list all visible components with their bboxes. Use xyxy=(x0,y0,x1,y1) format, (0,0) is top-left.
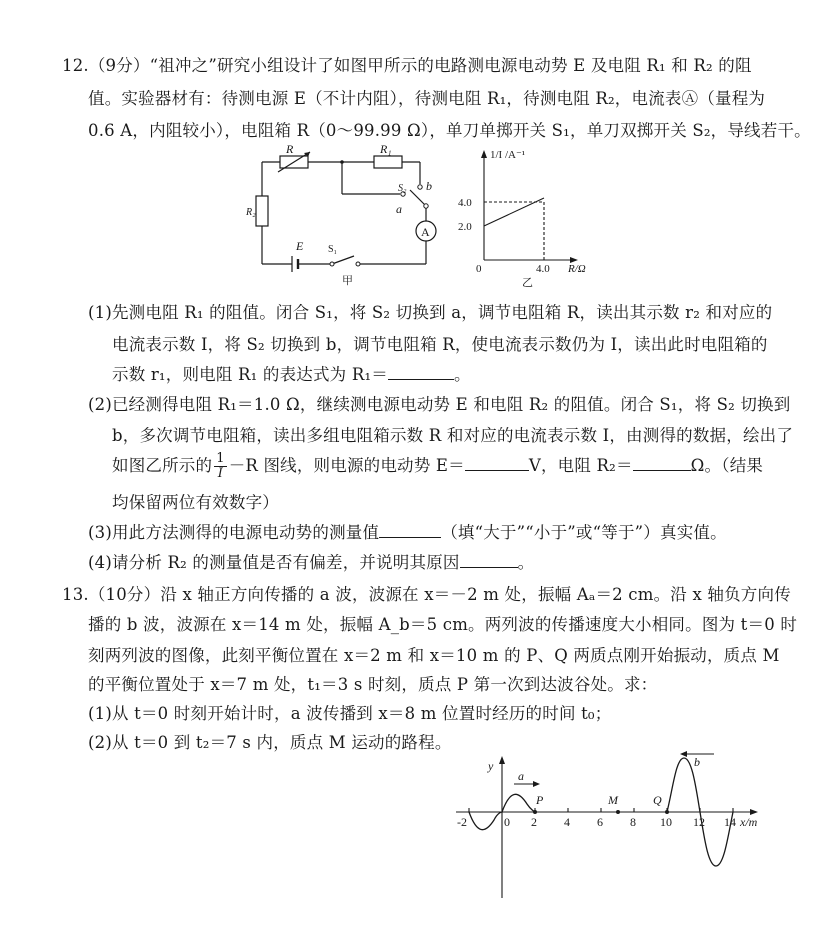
point-P xyxy=(533,810,537,814)
q13-line-2: 播的 b 波，波源在 x＝14 m 处，振幅 A_b＝5 cm。两列波的传播速度大小相同。图为 t＝0 时 xyxy=(88,615,798,634)
q12-p3-line xyxy=(88,521,727,545)
xtick-neg2: -2 xyxy=(457,815,467,829)
graph-xlabel: R/Ω xyxy=(568,263,586,275)
p2-text-unit-ohm: Ω。（结果 xyxy=(690,456,764,475)
p4-text-post: 。 xyxy=(517,553,535,572)
q13-line-1: 13.（10分）沿 x 轴正方向传播的 a 波，波源在 x＝－2 m 处，振幅 Aₐ＝2 cm。沿 x 轴负方向传 xyxy=(62,585,791,604)
xtick-0: 0 xyxy=(504,815,510,829)
wave-label-M: M xyxy=(608,793,618,807)
xtick-12: 12 xyxy=(693,815,705,829)
p3-text-pre: (3)用此方法测得的电源电动势的测量值 xyxy=(88,523,380,542)
q12-p2-line-4: 均保留两位有效数字） xyxy=(112,493,279,512)
point-Q xyxy=(665,810,669,814)
q12-p2-line-2: b，多次调节电阻箱，读出多组电阻箱示数 R 和对应的电流表示数 I，由测得的数据，绘出了 xyxy=(112,426,794,445)
q13-line-5: (1)从 t＝0 时刻开始计时，a 波传播到 x＝8 m 位置时经历的时间 t₀； xyxy=(88,704,612,723)
answer-blank-emf[interactable] xyxy=(465,456,529,471)
p4-text-pre: (4)请分析 R₂ 的测量值是否有偏差，并说明其原因 xyxy=(88,553,460,572)
xtick-10: 10 xyxy=(660,815,672,829)
xtick-6: 6 xyxy=(597,815,603,829)
answer-blank-r2[interactable] xyxy=(633,456,691,471)
answer-blank-r1[interactable] xyxy=(388,365,454,380)
wave-ylabel: y xyxy=(488,759,494,773)
label-S2: S₂ xyxy=(398,183,407,194)
answer-blank-reason[interactable] xyxy=(460,553,518,568)
q13-line-6: (2)从 t＝0 到 t₂＝7 s 内，质点 M 运动的路程。 xyxy=(88,733,452,752)
q12-line-3: 0.6 A，内阻较小），电阻箱 R（0～99.99 Ω），单刀单掷开关 S₁，单刀双掷开关 S₂，导线若干。 xyxy=(88,121,811,140)
label-E: E xyxy=(296,239,304,253)
wave-label-Q: Q xyxy=(653,793,662,807)
origin-label: 0 xyxy=(476,263,482,275)
q12-p4-line xyxy=(88,551,534,575)
ytick-4: 4.0 xyxy=(458,197,472,209)
q12-line-1: 12.（9分）“祖冲之”研究小组设计了如图甲所示的电路测电源电动势 E 及电阻 R₁ 和 R₂ 的阻 xyxy=(62,56,752,75)
label-R2: R₂ xyxy=(246,207,256,218)
q12-p2-line-1: (2)已经测得电阻 R₁＝1.0 Ω，继续测电源电动势 E 和电阻 R₂ 的阻值。闭合 S₁，将 S₂ 切换到 xyxy=(88,395,791,414)
q12-p1-line-3-text: 示数 r₁，则电阻 R₁ 的表达式为 R₁＝ xyxy=(112,365,388,384)
q13-line-4: 的平衡位置处于 x＝7 m 处，t₁＝3 s 时刻，质点 P 第一次到达波谷处。求： xyxy=(88,675,658,694)
graph-yi xyxy=(456,146,608,288)
fraction-numerator: 1 xyxy=(216,451,225,466)
label-a: a xyxy=(396,202,402,216)
caption-jia: 甲 xyxy=(342,275,353,287)
xtick-4: 4.0 xyxy=(536,263,550,275)
q12-p1-line-2: 电流表示数 I，将 S₂ 切换到 b，调节电阻箱 R，使电流表示数仍为 I，读出此时电阻箱的 xyxy=(112,335,768,354)
graph-ylabel: 1/I /A⁻¹ xyxy=(490,149,526,161)
point-M xyxy=(616,810,620,814)
label-R1: R₁ xyxy=(380,142,392,156)
q12-p1-line-1: (1)先测电阻 R₁ 的阻值。闭合 S₁，将 S₂ 切换到 a，调节电阻箱 R，读出其示数 r₂ 和对应的 xyxy=(88,303,773,322)
wave-graph xyxy=(448,748,778,928)
caption-yi: 乙 xyxy=(522,277,533,289)
label-R: R xyxy=(286,142,294,156)
p2-text-pre: 如图乙所示的 xyxy=(112,456,213,475)
p2-text-unit-v: V，电阻 R₂＝ xyxy=(528,456,633,475)
label-b: b xyxy=(426,179,432,193)
p3-text-post: （填“大于”“小于”或“等于”）真实值。 xyxy=(441,523,727,542)
fraction-denominator: I xyxy=(217,466,224,481)
wave-xlabel: x/m xyxy=(740,815,758,829)
q12-line-2: 值。实验器材有：待测电源 E（不计内阻），待测电阻 R₁，待测电阻 R₂，电流表Ⓐ（量程为 xyxy=(88,89,766,108)
q12-p2-line-3 xyxy=(112,452,763,481)
wave-label-a: a xyxy=(518,769,524,783)
ammeter-label: A xyxy=(421,225,430,239)
xtick-4: 4 xyxy=(564,815,570,829)
fraction-1-over-I xyxy=(214,452,226,481)
q12-p1-line-3: 示数 r₁，则电阻 R₁ 的表达式为 R₁＝ 。 xyxy=(112,365,471,384)
circuit-diagram-jia xyxy=(248,140,448,288)
q13-line-3: 刻两列波的图像，此刻平衡位置在 x＝2 m 和 x＝10 m 的 P、Q 两质点刚开始振动，质点 M xyxy=(88,646,780,665)
ytick-2: 2.0 xyxy=(458,221,472,233)
label-S1: S₁ xyxy=(328,244,338,255)
xtick-2: 2 xyxy=(531,815,537,829)
xtick-8: 8 xyxy=(630,815,636,829)
wave-label-P: P xyxy=(536,793,544,807)
answer-blank-compare[interactable] xyxy=(379,523,441,538)
p2-text-mid: －R 图线，则电源的电动势 E＝ xyxy=(228,456,465,475)
xtick-14: 14 xyxy=(724,815,736,829)
wave-label-b: b xyxy=(694,755,700,769)
